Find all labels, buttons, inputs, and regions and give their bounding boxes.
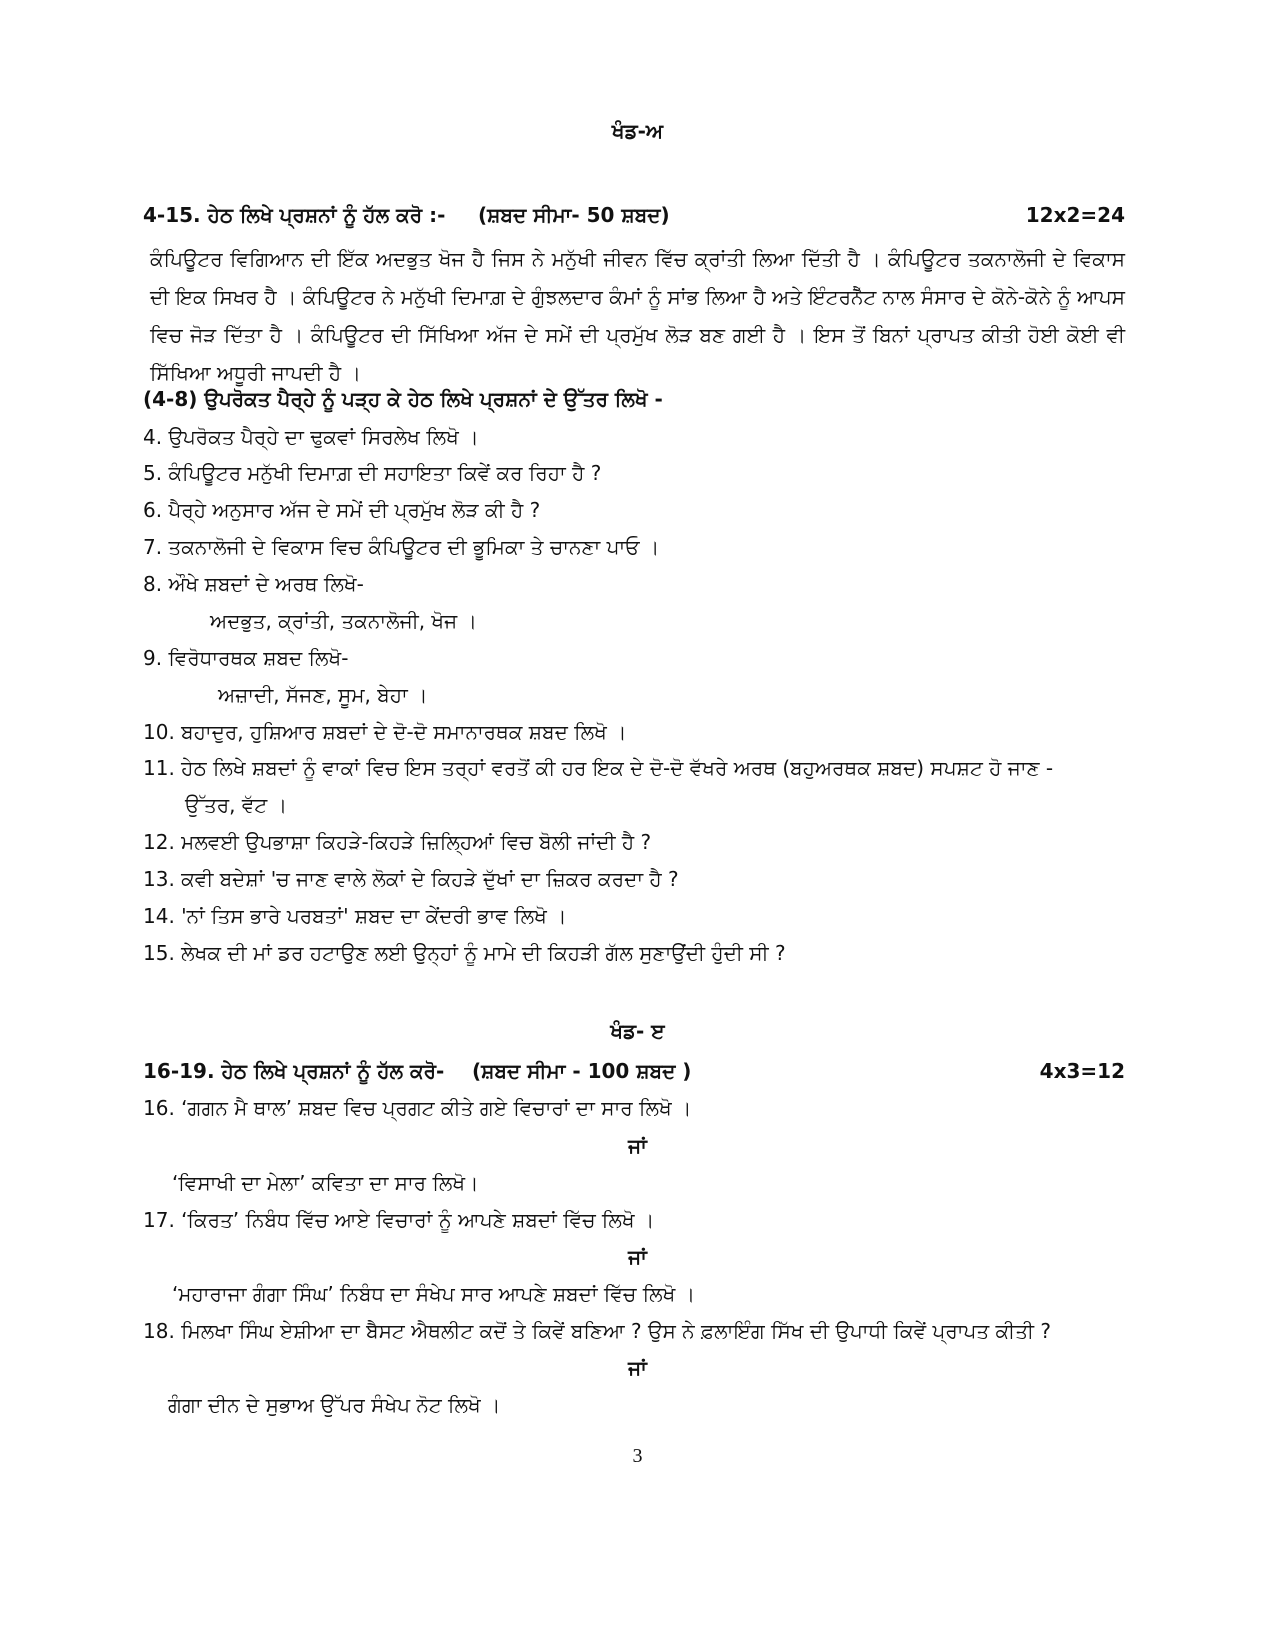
question-4: 4. ਉਪਰੋਕਤ ਪੈਰ੍ਹੇ ਦਾ ਢੁਕਵਾਂ ਸਿਰਲੇਖ ਲਿਖੋ ।	[143, 425, 479, 449]
or-label-3: ਜਾਂ	[628, 1356, 647, 1380]
question-13: 13. ਕਵੀ ਬਦੇਸ਼ਾਂ 'ਚ ਜਾਣ ਵਾਲੇ ਲੋਕਾਂ ਦੇ ਕਿਹੜੇ ਦੁੱਖਾਂ ਦਾ ਜ਼ਿਕਰ ਕਰਦਾ ਹੈ ?	[143, 867, 679, 891]
section-b-word-limit: (ਸ਼ਬਦ ਸੀਮਾ - 100 ਸ਼ਬਦ )	[472, 1059, 692, 1083]
section-a-header: 4-15. ਹੇਠ ਲਿਖੇ ਪ੍ਰਸ਼ਨਾਂ ਨੂੰ ਹੱਲ ਕਰੋ :-	[143, 203, 446, 227]
question-14: 14. 'ਨਾਂ ਤਿਸ ਭਾਰੇ ਪਰਬਤਾਂ' ਸ਼ਬਦ ਦਾ ਕੇਂਦਰੀ ਭਾਵ ਲਿਖੋ ।	[143, 904, 567, 928]
or-label-2: ਜਾਂ	[628, 1245, 647, 1269]
passage: ਕੰਪਿਊਟਰ ਵਿਗਿਆਨ ਦੀ ਇੱਕ ਅਦਭੁਤ ਖੋਜ ਹੈ ਜਿਸ ਨੇ ਮਨੁੱਖੀ ਜੀਵਨ ਵਿੱਚ ਕ੍ਰਾਂਤੀ ਲਿਆ ਦਿੱਤੀ ਹੈ । ਕੰਪਿਊਟਰ ਤਕਨਾਲੋਜੀ ਦੇ ਵਿਕਾਸ ਦੀ ਇਕ ਸਿਖਰ ਹੈ । ਕੰਪਿਊਟਰ ਨੇ ਮਨੁੱਖੀ ਦਿਮਾਗ਼ ਦੇ ਗੁੰਝਲਦਾਰ ਕੰਮਾਂ ਨੂੰ ਸਾਂਭ ਲਿਆ ਹੈ ਅਤੇ ਇੰਟਰਨੈੱਟ ਨਾਲ ਸੰਸਾਰ ਦੇ ਕੋਨੇ-ਕੋਨੇ ਨੂੰ ਆਪਸ ਵਿਚ ਜੋੜ ਦਿੱਤਾ ਹੈ । ਕੰਪਿਊਟਰ ਦੀ ਸਿੱਖਿਆ ਅੱਜ ਦੇ ਸਮੇਂ ਦੀ ਪ੍ਰਮੁੱਖ ਲੋੜ ਬਣ ਗਈ ਹੈ । ਇਸ ਤੋਂ ਬਿਨਾਂ ਪ੍ਰਾਪਤ ਕੀਤੀ ਹੋਈ ਕੋਈ ਵੀ ਸਿੱਖਿਆ ਅਧੂਰੀ ਜਾਪਦੀ ਹੈ ।	[150, 247, 1125, 385]
question-7: 7. ਤਕਨਾਲੋਜੀ ਦੇ ਵਿਕਾਸ ਵਿਚ ਕੰਪਿਊਟਰ ਦੀ ਭੂਮਿਕਾ ਤੇ ਚਾਨਣਾ ਪਾਓ ।	[143, 535, 660, 559]
question-5: 5. ਕੰਪਿਊਟਰ ਮਨੁੱਖੀ ਦਿਮਾਗ਼ ਦੀ ਸਹਾਇਤਾ ਕਿਵੇਂ ਕਰ ਰਿਹਾ ਹੈ ?	[143, 461, 602, 485]
or-label-1: ਜਾਂ	[628, 1134, 647, 1158]
question-11-words: ਉੱਤਰ, ਵੱਟ ।	[185, 793, 288, 817]
question-18: 18. ਮਿਲਖਾ ਸਿੰਘ ਏਸ਼ੀਆ ਦਾ ਬੈਸਟ ਐਥਲੀਟ ਕਦੋਂ ਤੇ ਕਿਵੇਂ ਬਣਿਆ ? ਉਸ ਨੇ ਫ਼ਲਾਇੰਗ ਸਿੱਖ ਦੀ ਉਪਾਧੀ ਕਿਵੇਂ ਪ੍ਰਾਪਤ ਕੀਤੀ ?	[143, 1319, 1051, 1343]
question-10: 10. ਬਹਾਦੁਰ, ਹੁਸ਼ਿਆਰ ਸ਼ਬਦਾਂ ਦੇ ਦੋ-ਦੋ ਸਮਾਨਾਰਥਕ ਸ਼ਬਦ ਲਿਖੋ ।	[143, 720, 627, 744]
question-9-words: ਅਜ਼ਾਦੀ, ਸੱਜਣ, ਸੂਮ, ਬੇਹਾ ।	[218, 683, 428, 707]
section-a-title: ਖੰਡ-ਅ	[611, 119, 664, 143]
section-b-header: 16-19. ਹੇਠ ਲਿਖੇ ਪ੍ਰਸ਼ਨਾਂ ਨੂੰ ਹੱਲ ਕਰੋ-	[143, 1059, 445, 1083]
question-9: 9. ਵਿਰੋਧਾਰਥਕ ਸ਼ਬਦ ਲਿਖੋ-	[143, 646, 349, 670]
section-b-marks: 4x3=12	[1039, 1059, 1125, 1083]
question-6: 6. ਪੈਰ੍ਹੇ ਅਨੁਸਾਰ ਅੱਜ ਦੇ ਸਮੇਂ ਦੀ ਪ੍ਰਮੁੱਖ ਲੋੜ ਕੀ ਹੈ ?	[143, 498, 541, 522]
question-12: 12. ਮਲਵਈ ਉਪਭਾਸ਼ਾ ਕਿਹੜੇ-ਕਿਹੜੇ ਜ਼ਿਲ੍ਹਿਆਂ ਵਿਚ ਬੋਲੀ ਜਾਂਦੀ ਹੈ ?	[143, 830, 652, 854]
question-15: 15. ਲੇਖਕ ਦੀ ਮਾਂ ਡਰ ਹਟਾਉਣ ਲਈ ਉਨ੍ਹਾਂ ਨੂੰ ਮਾਮੇ ਦੀ ਕਿਹੜੀ ਗੱਲ ਸੁਣਾਉਂਦੀ ਹੁੰਦੀ ਸੀ ?	[143, 941, 786, 965]
section-b-title: ਖੰਡ- ੲ	[610, 1019, 665, 1043]
section-a-word-limit: (ਸ਼ਬਦ ਸੀਮਾ- 50 ਸ਼ਬਦ)	[478, 203, 670, 227]
question-17-alt: ‘ਮਹਾਰਾਜਾ ਗੰਗਾ ਸਿੰਘ’ ਨਿਬੰਧ ਦਾ ਸੰਖੇਪ ਸਾਰ ਆਪਣੇ ਸ਼ਬਦਾਂ ਵਿੱਚ ਲਿਖੋ ।	[172, 1282, 696, 1306]
section-a-marks: 12x2=24	[1025, 203, 1125, 227]
question-8-words: ਅਦਭੁਤ, ਕ੍ਰਾਂਤੀ, ਤਕਨਾਲੋਜੀ, ਖੋਜ ।	[210, 609, 478, 633]
question-11: 11. ਹੇਠ ਲਿਖੇ ਸ਼ਬਦਾਂ ਨੂੰ ਵਾਕਾਂ ਵਿਚ ਇਸ ਤਰ੍ਹਾਂ ਵਰਤੋਂ ਕੀ ਹਰ ਇਕ ਦੇ ਦੋ-ਦੋ ਵੱਖਰੇ ਅਰਥ (ਬਹੁਅਰਥਕ ਸ਼ਬਦ) ਸਪਸ਼ਟ ਹੋ ਜਾਣ -	[143, 756, 1054, 780]
sub-header: (4-8) ਉਪਰੋਕਤ ਪੈਰ੍ਹੇ ਨੂੰ ਪੜ੍ਹ ਕੇ ਹੇਠ ਲਿਖੇ ਪ੍ਰਸ਼ਨਾਂ ਦੇ ਉੱਤਰ ਲਿਖੋ -	[143, 387, 663, 411]
question-17: 17. ‘ਕਿਰਤ’ ਨਿਬੰਧ ਵਿੱਚ ਆਏ ਵਿਚਾਰਾਂ ਨੂੰ ਆਪਣੇ ਸ਼ਬਦਾਂ ਵਿੱਚ ਲਿਖੋ ।	[143, 1208, 655, 1232]
question-18-alt: ਗੰਗਾ ਦੀਨ ਦੇ ਸੁਭਾਅ ਉੱਪਰ ਸੰਖੇਪ ਨੋਟ ਲਿਖੋ ।	[168, 1393, 501, 1417]
question-16-alt: ‘ਵਿਸਾਖੀ ਦਾ ਮੇਲਾ’ ਕਵਿਤਾ ਦਾ ਸਾਰ ਲਿਖੋ।	[172, 1171, 479, 1195]
question-16: 16. ‘ਗਗਨ ਮੈ ਥਾਲ’ ਸ਼ਬਦ ਵਿਚ ਪ੍ਰਗਟ ਕੀਤੇ ਗਏ ਵਿਚਾਰਾਂ ਦਾ ਸਾਰ ਲਿਖੋ ।	[143, 1096, 692, 1120]
question-8: 8. ਔਖੇ ਸ਼ਬਦਾਂ ਦੇ ਅਰਥ ਲਿਖੋ-	[143, 572, 364, 596]
page-number: 3	[632, 1445, 643, 1467]
